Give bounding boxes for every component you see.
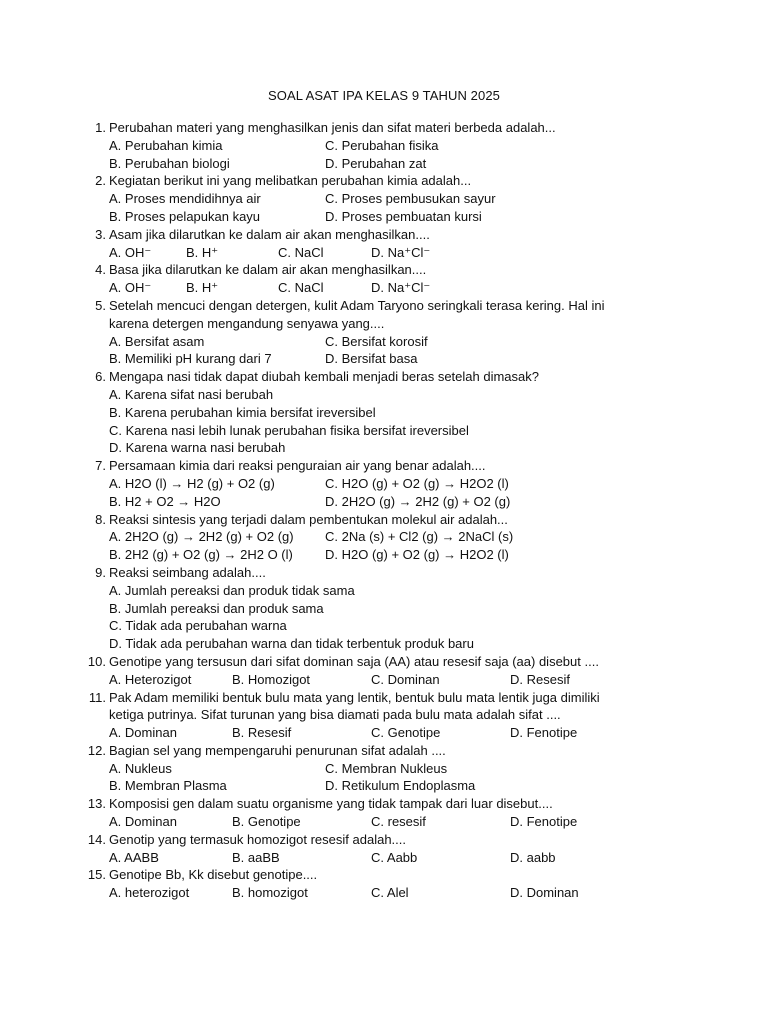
answer-option[interactable]: D. Bersifat basa: [325, 351, 418, 367]
option-row: [0, 849, 768, 867]
answer-option[interactable]: C. resesif: [371, 814, 426, 830]
question-text: Mengapa nasi tidak dapat diubah kembali menjadi beras setelah dimasak?: [109, 369, 539, 385]
question-item: [0, 297, 768, 368]
question-text: Asam jika dilarutkan ke dalam air akan menghasilkan....: [109, 226, 430, 242]
question-item: [0, 511, 768, 564]
question-text: Genotip yang termasuk homozigot resesif adalah....: [109, 831, 406, 847]
answer-option[interactable]: D. Fenotipe: [510, 814, 578, 830]
option-row: [0, 208, 768, 226]
answer-option[interactable]: C. H2O (g) + O2 (g) → H2O2 (l): [325, 475, 509, 491]
option-row: [0, 155, 768, 173]
answer-option[interactable]: D. 2H2O (g) → 2H2 (g) + O2 (g): [325, 493, 511, 509]
question-text: ketiga putrinya. Sifat turunan yang bisa diamati pada bulu mata adalah sifat ....: [109, 707, 561, 723]
answer-option[interactable]: A. Karena sifat nasi berubah: [109, 386, 274, 402]
question-item: [0, 172, 768, 225]
answer-option[interactable]: B. Resesif: [232, 725, 292, 741]
question-line: [0, 831, 768, 849]
option-row: [0, 528, 768, 546]
page-title: SOAL ASAT IPA KELAS 9 TAHUN 2025: [267, 88, 501, 103]
option-row: [0, 439, 768, 457]
option-row: [0, 777, 768, 795]
question-line: [0, 119, 768, 137]
answer-option[interactable]: A. Bersifat asam: [109, 333, 205, 349]
question-number: 5.: [95, 297, 106, 313]
answer-option[interactable]: D. Fenotipe: [510, 725, 578, 741]
answer-option[interactable]: C. NaCl: [278, 244, 324, 260]
answer-option[interactable]: C. Bersifat korosif: [325, 333, 428, 349]
option-row: [0, 137, 768, 155]
question-line: [0, 795, 768, 813]
question-text: Persamaan kimia dari reaksi penguraian air yang benar adalah....: [109, 458, 486, 474]
option-row: [0, 724, 768, 742]
question-line: [0, 172, 768, 190]
option-row: [0, 190, 768, 208]
answer-option[interactable]: B. Proses pelapukan kayu: [109, 208, 261, 224]
answer-option[interactable]: A. Perubahan kimia: [109, 137, 223, 153]
question-number: 3.: [95, 226, 106, 242]
question-number: 12.: [87, 742, 106, 758]
answer-option[interactable]: A. Proses mendidihnya air: [109, 191, 261, 207]
option-row: [0, 333, 768, 351]
question-line: [0, 261, 768, 279]
question-number: 10.: [87, 653, 106, 669]
answer-option[interactable]: A. Dominan: [109, 725, 177, 741]
answer-option[interactable]: A. Nukleus: [109, 760, 172, 776]
question-item: [0, 564, 768, 653]
answer-option[interactable]: C. Aabb: [371, 849, 418, 865]
answer-option[interactable]: D. Na⁺Cl⁻: [371, 244, 431, 260]
question-number: 14.: [87, 831, 106, 847]
option-row: [0, 386, 768, 404]
answer-option[interactable]: D. Na⁺Cl⁻: [371, 280, 431, 296]
option-row: [0, 350, 768, 368]
answer-option[interactable]: C. Karena nasi lebih lunak perubahan fisika bersifat ireversibel: [109, 422, 469, 438]
question-item: [0, 795, 768, 831]
answer-option[interactable]: C. Proses pembusukan sayur: [325, 191, 496, 207]
option-row: [0, 617, 768, 635]
question-line: [0, 368, 768, 386]
answer-option[interactable]: A. Jumlah pereaksi dan produk tidak sama: [109, 582, 355, 598]
answer-option[interactable]: C. Dominan: [371, 671, 440, 687]
question-number: 7.: [95, 458, 106, 474]
option-row: [0, 671, 768, 689]
option-row: [0, 582, 768, 600]
answer-option[interactable]: B. Homozigot: [232, 671, 311, 687]
answer-option[interactable]: B. H⁺: [186, 280, 219, 296]
question-line: [0, 226, 768, 244]
question-text: Reaksi seimbang adalah....: [109, 564, 266, 580]
answer-option[interactable]: C. Tidak ada perubahan warna: [109, 618, 287, 634]
answer-option[interactable]: B. H2 + O2 → H2O: [109, 493, 221, 509]
question-text: Pak Adam memiliki bentuk bulu mata yang lentik, bentuk bulu mata lentik juga dimiliki: [109, 689, 600, 705]
answer-option[interactable]: B. Karena perubahan kimia bersifat ireversibel: [109, 404, 376, 420]
question-number: 2.: [95, 173, 106, 189]
question-list: [0, 119, 768, 902]
option-row: [0, 404, 768, 422]
answer-option[interactable]: B. homozigot: [232, 885, 308, 901]
answer-option[interactable]: C. Membran Nukleus: [325, 760, 448, 776]
answer-option[interactable]: B. Membran Plasma: [109, 778, 227, 794]
option-row: [0, 422, 768, 440]
answer-option[interactable]: C. Perubahan fisika: [325, 137, 439, 153]
question-line: [0, 706, 768, 724]
question-text: Kegiatan berikut ini yang melibatkan perubahan kimia adalah...: [109, 173, 472, 189]
question-line: [0, 564, 768, 582]
question-text: Basa jika dilarutkan ke dalam air akan menghasilkan....: [109, 262, 427, 278]
question-number: 15.: [87, 867, 106, 883]
question-number: 4.: [95, 262, 106, 278]
question-text: Reaksi sintesis yang terjadi dalam pembentukan molekul air adalah...: [109, 511, 508, 527]
question-line: [0, 511, 768, 529]
question-line: [0, 653, 768, 671]
question-item: [0, 653, 768, 689]
question-text: Genotipe Bb, Kk disebut genotipe....: [109, 867, 318, 883]
answer-option[interactable]: D. Dominan: [510, 885, 579, 901]
question-number: 6.: [95, 369, 106, 385]
answer-option[interactable]: A. AABB: [109, 849, 159, 865]
answer-option[interactable]: A. Heterozigot: [109, 671, 192, 687]
answer-option[interactable]: A. 2H2O (g) → 2H2 (g) + O2 (g): [109, 529, 294, 545]
question-number: 8.: [95, 511, 106, 527]
question-line: [0, 866, 768, 884]
answer-option[interactable]: D. Resesif: [510, 671, 570, 687]
question-item: [0, 226, 768, 262]
answer-option[interactable]: A. heterozigot: [109, 885, 190, 901]
answer-option[interactable]: C. Alel: [371, 885, 409, 901]
question-item: [0, 831, 768, 867]
option-row: [0, 600, 768, 618]
question-number: 1.: [95, 120, 106, 135]
question-item: [0, 261, 768, 297]
question-text: Komposisi gen dalam suatu organisme yang tidak tampak dari luar disebut....: [109, 796, 553, 812]
question-item: [0, 457, 768, 510]
answer-option[interactable]: A. H2O (l) → H2 (g) + O2 (g): [109, 475, 275, 491]
question-line: [0, 689, 768, 707]
question-line: [0, 315, 768, 333]
answer-option[interactable]: A. Dominan: [109, 814, 177, 830]
option-row: [0, 884, 768, 902]
question-text: karena detergen mengandung senyawa yang....: [109, 315, 385, 331]
answer-option[interactable]: C. Genotipe: [371, 725, 441, 741]
option-row: [0, 279, 768, 297]
question-number: 9.: [95, 564, 106, 580]
answer-option[interactable]: B. Memiliki pH kurang dari 7: [109, 351, 272, 367]
answer-option[interactable]: A. OH⁻: [109, 280, 152, 296]
question-item: [0, 689, 768, 742]
question-number: 13.: [87, 796, 106, 812]
answer-option[interactable]: D. Proses pembuatan kursi: [325, 208, 482, 224]
option-row: [0, 813, 768, 831]
answer-option[interactable]: D. Karena warna nasi berubah: [109, 440, 286, 456]
question-text: Genotipe yang tersusun dari sifat dominan saja (AA) atau resesif saja (aa) disebut ....: [109, 653, 599, 669]
option-row: [0, 493, 768, 511]
answer-option[interactable]: B. Genotipe: [232, 814, 301, 830]
answer-option[interactable]: D. Tidak ada perubahan warna dan tidak terbentuk produk baru: [109, 636, 474, 652]
answer-option[interactable]: A. OH⁻: [109, 244, 152, 260]
answer-option[interactable]: D. H2O (g) + O2 (g) → H2O2 (l): [325, 547, 509, 563]
question-line: [0, 297, 768, 315]
answer-option[interactable]: B. H⁺: [186, 244, 219, 260]
question-text: Perubahan materi yang menghasilkan jenis dan sifat materi berbeda adalah...: [109, 120, 556, 135]
answer-option[interactable]: D. Perubahan zat: [325, 155, 427, 171]
answer-option[interactable]: B. 2H2 (g) + O2 (g) → 2H2 O (l): [109, 547, 293, 563]
option-row: [0, 635, 768, 653]
question-item: [0, 742, 768, 795]
answer-option[interactable]: C. 2Na (s) + Cl2 (g) → 2NaCl (s): [325, 529, 514, 545]
answer-option[interactable]: D. aabb: [510, 849, 556, 865]
answer-option[interactable]: B. Jumlah pereaksi dan produk sama: [109, 600, 324, 616]
question-line: [0, 457, 768, 475]
question-number: 11.: [88, 689, 106, 705]
question-line: [0, 742, 768, 760]
question-text: Bagian sel yang mempengaruhi penurunan sifat adalah ....: [109, 742, 446, 758]
question-item: [0, 119, 768, 172]
answer-option[interactable]: D. Retikulum Endoplasma: [325, 778, 476, 794]
question-item: [0, 866, 768, 902]
option-row: [0, 546, 768, 564]
question-text: Setelah mencuci dengan detergen, kulit Adam Taryono seringkali terasa kering. Hal ini: [109, 297, 605, 313]
answer-option[interactable]: C. NaCl: [278, 280, 324, 296]
option-row: [0, 244, 768, 262]
question-item: [0, 368, 768, 457]
option-row: [0, 475, 768, 493]
answer-option[interactable]: B. aaBB: [232, 849, 280, 865]
answer-option[interactable]: B. Perubahan biologi: [109, 155, 230, 171]
option-row: [0, 760, 768, 778]
